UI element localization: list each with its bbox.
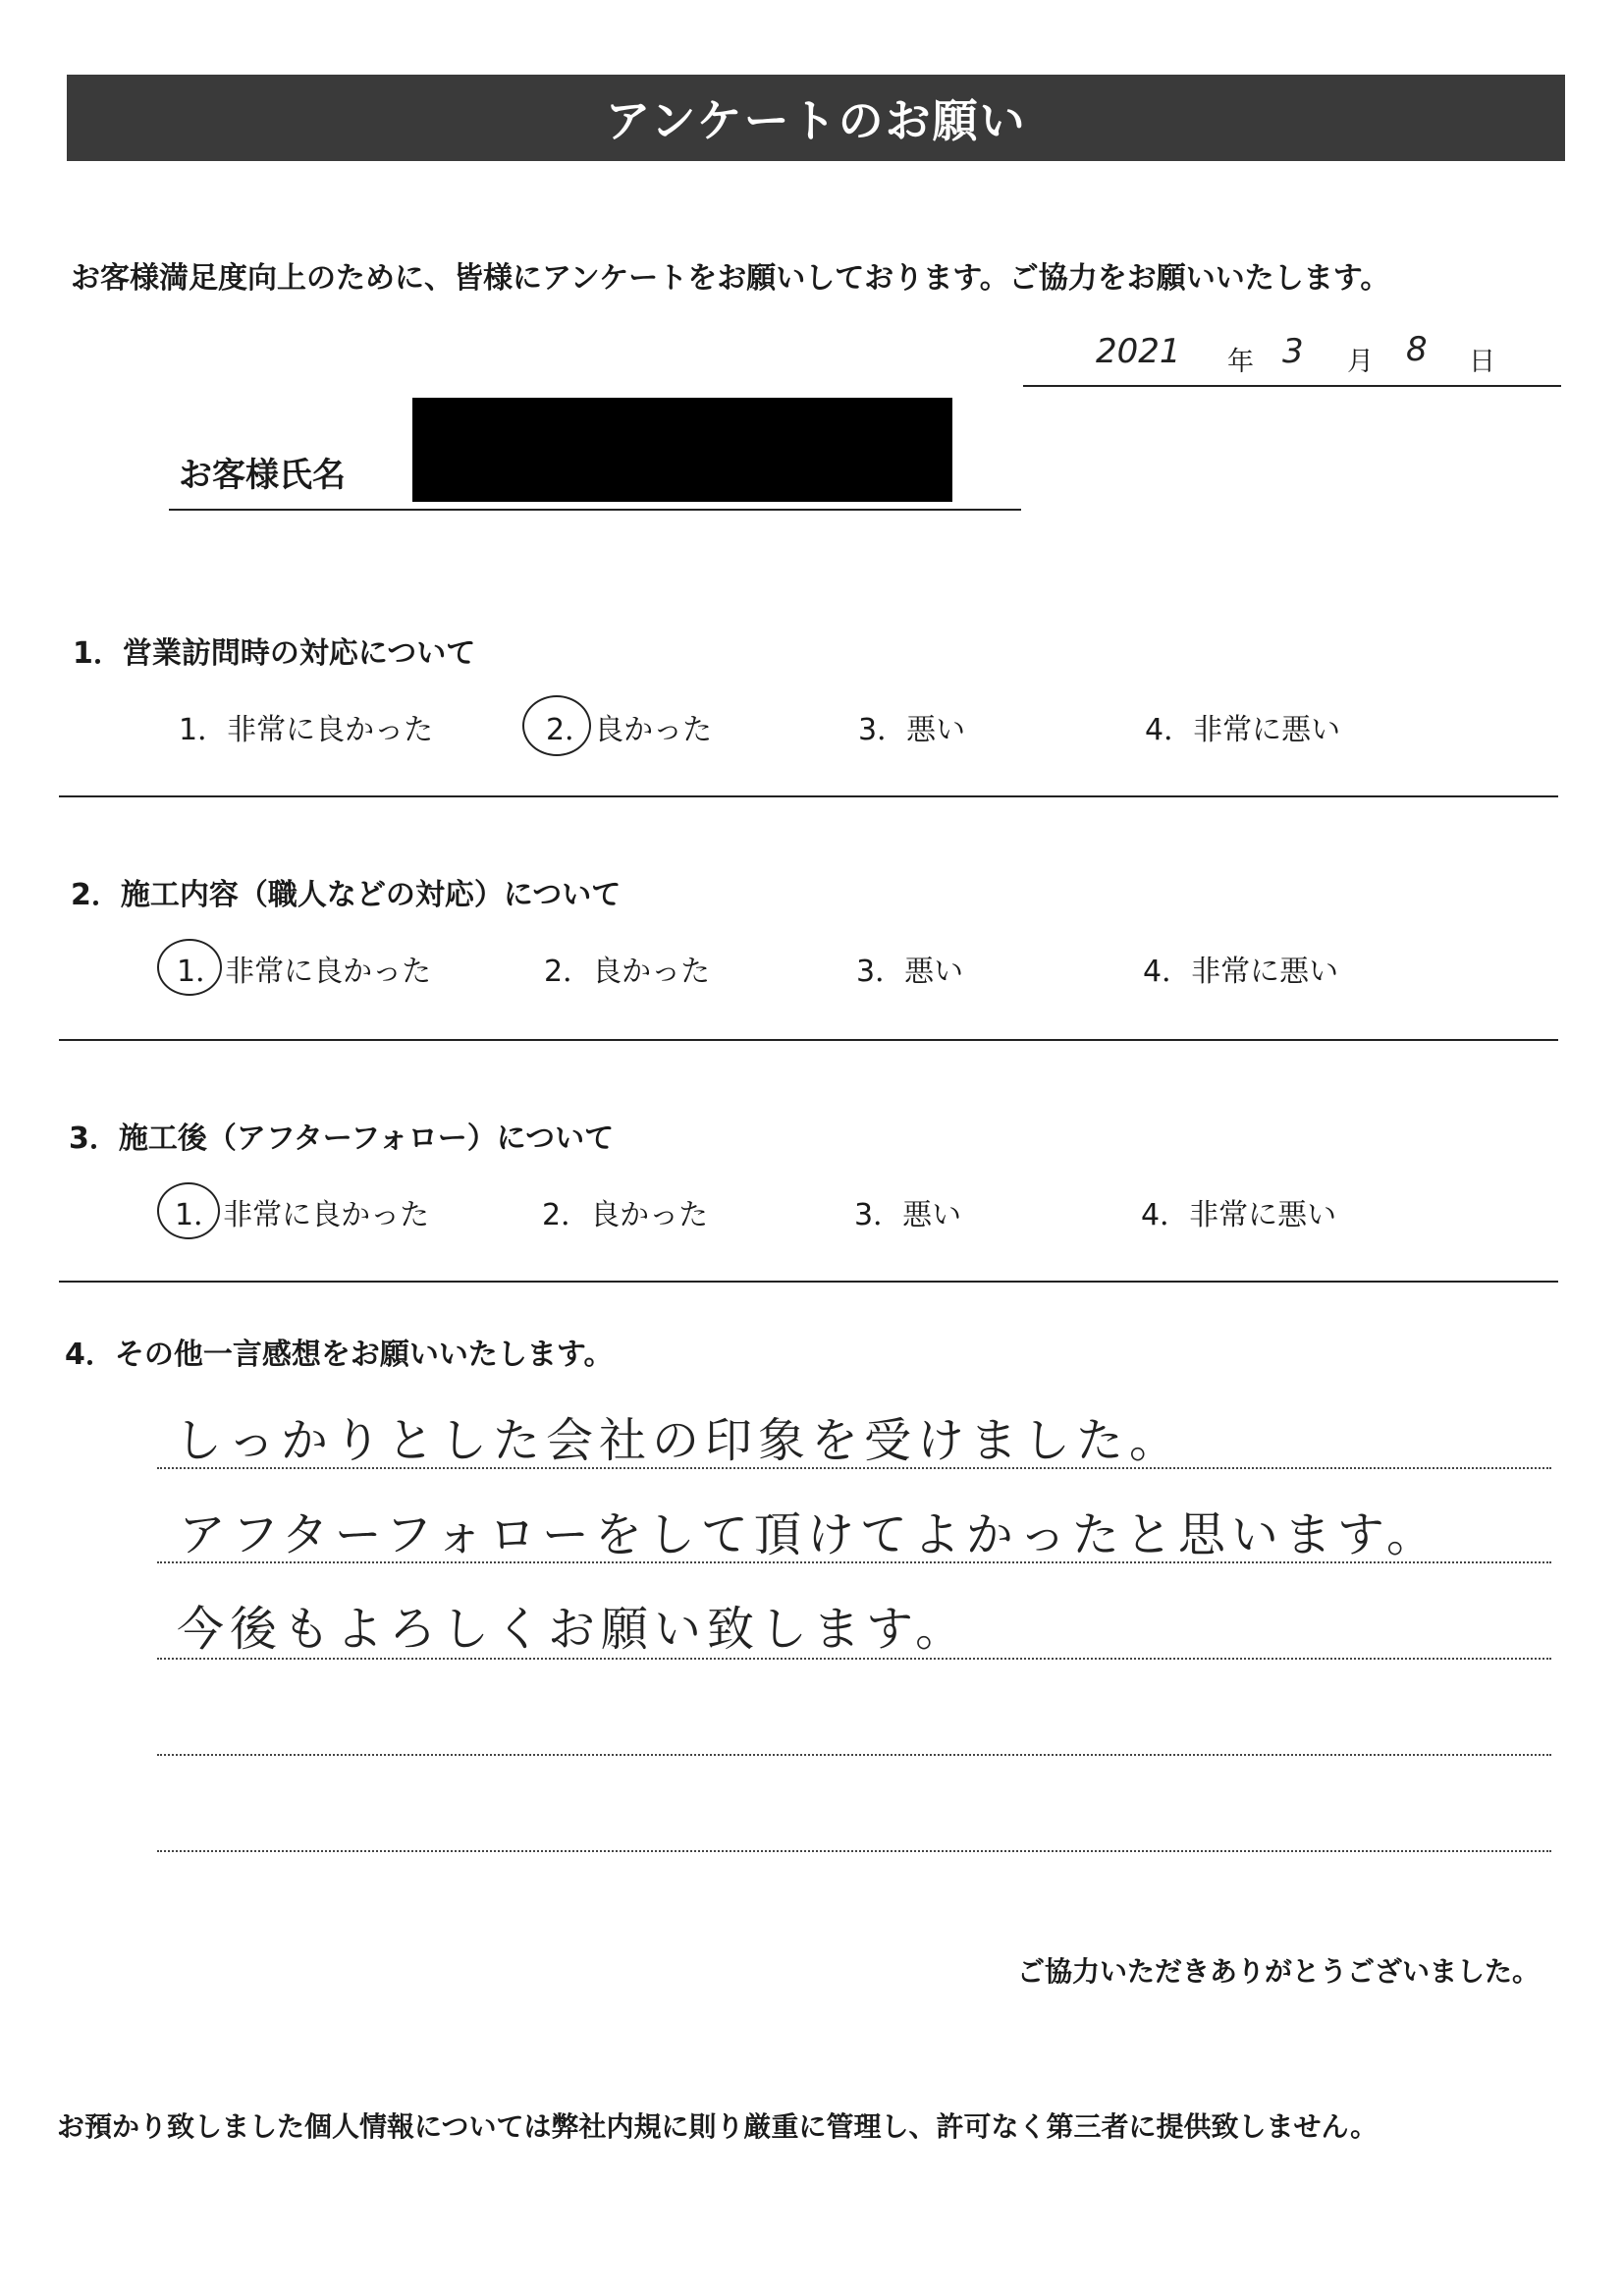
comment-dotted-line-2 (157, 1561, 1551, 1563)
customer-name-underline (169, 509, 1021, 511)
comment-dotted-line-5 (157, 1850, 1551, 1852)
comment-dotted-line-3 (157, 1658, 1551, 1660)
question-3-option-2[interactable]: 2．良かった (542, 1198, 709, 1232)
question-2-title: 2．施工内容（職人などの対応）について (71, 878, 622, 912)
question-1-separator (59, 795, 1558, 797)
privacy-notice: お預かり致しました個人情報については弊社内規に則り厳重に管理し、許可なく第三者に提供致しません。 (57, 2110, 1379, 2143)
question-2-selected-circle (157, 939, 222, 996)
date-row (1080, 330, 1551, 381)
date-day-label: 日 (1469, 347, 1495, 377)
question-1-title: 1．営業訪問時の対応について (73, 636, 476, 671)
question-2-option-4[interactable]: 4．非常に悪い (1143, 955, 1339, 989)
comment-dotted-line-1 (157, 1467, 1551, 1469)
date-year-value: 2021 (1096, 332, 1181, 371)
question-3-title: 3．施工後（アフターフォロー）について (69, 1121, 615, 1156)
question-2-separator (59, 1039, 1558, 1041)
thanks-text: ご協力いただきありがとうございました。 (1017, 1955, 1541, 1988)
date-month-label: 月 (1347, 347, 1374, 377)
date-year-label: 年 (1227, 347, 1254, 377)
intro-text: お客様満足度向上のために、皆様にアンケートをお願いしております。ご協力をお願いいたします。 (71, 261, 1390, 296)
question-1-option-1[interactable]: 1．非常に良かった (179, 713, 434, 747)
question-1-selected-circle (522, 695, 591, 756)
date-month-value: 3 (1282, 332, 1304, 371)
comment-line-1: しっかりとした会社の印象を受けました。 (175, 1413, 1183, 1468)
customer-name-label: お客様氏名 (179, 456, 346, 495)
question-2-option-1[interactable]: 1．非常に良かった (177, 955, 432, 989)
date-day-value: 8 (1406, 330, 1428, 369)
question-2-option-2[interactable]: 2．良かった (544, 955, 711, 989)
question-3-option-4[interactable]: 4．非常に悪い (1141, 1198, 1337, 1232)
question-3-separator (59, 1281, 1558, 1283)
question-3-option-3[interactable]: 3．悪い (854, 1198, 962, 1232)
date-underline (1023, 385, 1561, 387)
comment-line-2: アフターフォローをして頂けてよかったと思います。 (179, 1507, 1440, 1562)
question-3-selected-circle (157, 1182, 220, 1239)
survey-title: アンケートのお願い (67, 75, 1565, 161)
comment-line-3: 今後もよろしくお願い致します。 (177, 1602, 969, 1657)
question-1-option-4[interactable]: 4．非常に悪い (1145, 713, 1341, 747)
question-1-option-2[interactable]: 2．良かった (546, 713, 713, 747)
comment-dotted-line-4 (157, 1754, 1551, 1756)
question-1-option-3[interactable]: 3．悪い (858, 713, 966, 747)
question-3-option-1[interactable]: 1．非常に良かった (175, 1198, 430, 1232)
comments-title: 4．その他一言感想をお願いいたします。 (65, 1338, 614, 1372)
customer-name-redacted (412, 398, 952, 502)
question-2-option-3[interactable]: 3．悪い (856, 955, 964, 989)
